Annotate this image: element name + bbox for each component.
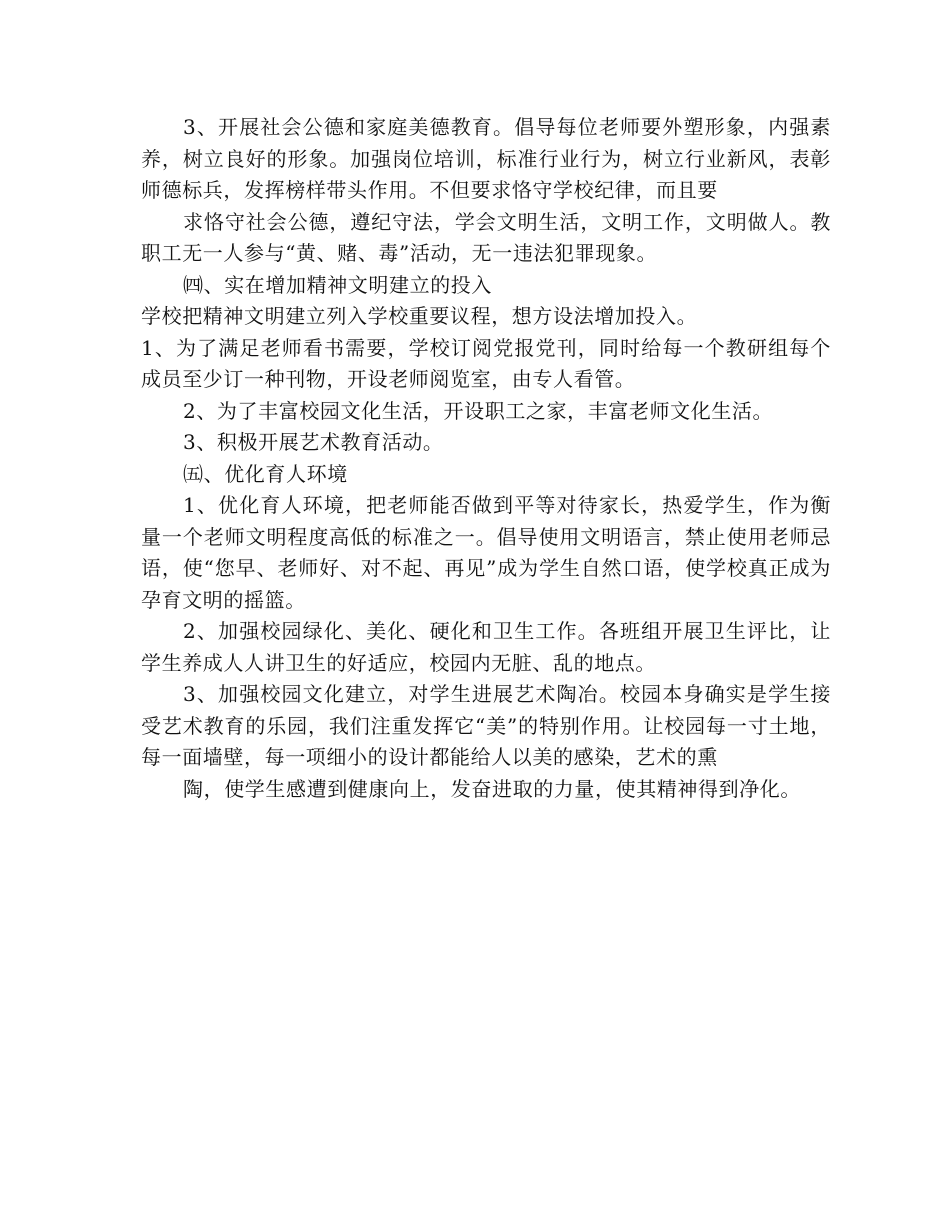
paragraph-art-activities: 3、积极开展艺术教育活动。: [183, 430, 444, 454]
paragraph-campus-hygiene: 2、加强校园绿化、美化、硬化和卫生工作。各班组开展卫生评比，让学生养成人人讲卫生的好适应，校园内无脏、乱的地点。: [141, 619, 831, 675]
paragraph-social-ethics-continued: 求恪守社会公德，遵纪守法，学会文明生活，文明工作，文明做人。教职工无一人参与“黄、赌、毒”活动，无一违法犯罪现象。: [141, 209, 831, 265]
paragraph-investment-intro: 学校把精神文明建立列入学校重要议程，想方设法增加投入。: [141, 304, 698, 328]
section-heading-environment: ㈤、优化育人环境: [183, 461, 348, 486]
paragraph-campus-culture: 3、加强校园文化建立，对学生进展艺术陶冶。校园本身确实是学生接受艺术教育的乐园，我们注重发挥它“美”的特别作用。让校园每一寸土地，每一面墙壁，每一项细小的设计都能给人以美的感染，艺术的熏: [141, 682, 831, 769]
document-body: [141, 112, 831, 805]
section-heading-investment: ㈣、实在增加精神文明建立的投入: [183, 272, 492, 297]
paragraph-civil-language: 1、优化育人环境，把老师能否做到平等对待家长，热爱学生，作为衡量一个老师文明程度高低的标准之一。倡导使用文明语言，禁止使用老师忌语，使“您早、老师好、对不起、再见”成为学生自然口语，使学校真正成为孕育文明的摇篮。: [141, 493, 831, 612]
paragraph-reading-needs: 1、为了满足老师看书需要，学校订阅党报党刊，同时给每一个教研组每个成员至少订一种刊物，开设老师阅览室，由专人看管。: [141, 335, 831, 391]
paragraph-staff-home: 2、为了丰富校园文化生活，开设职工之家，丰富老师文化生活。: [183, 398, 774, 423]
paragraph-social-ethics: 3、开展社会公德和家庭美德教育。倡导每位老师要外塑形象，内强素养，树立良好的形象。加强岗位培训，标准行业行为，树立行业新风，表彰师德标兵，发挥榜样带头作用。不但要求恪守学校纪律，而且要: [141, 115, 831, 202]
paragraph-campus-culture-continued: 陶，使学生感遭到健康向上，发奋进取的力量，使其精神得到净化。: [183, 776, 801, 801]
